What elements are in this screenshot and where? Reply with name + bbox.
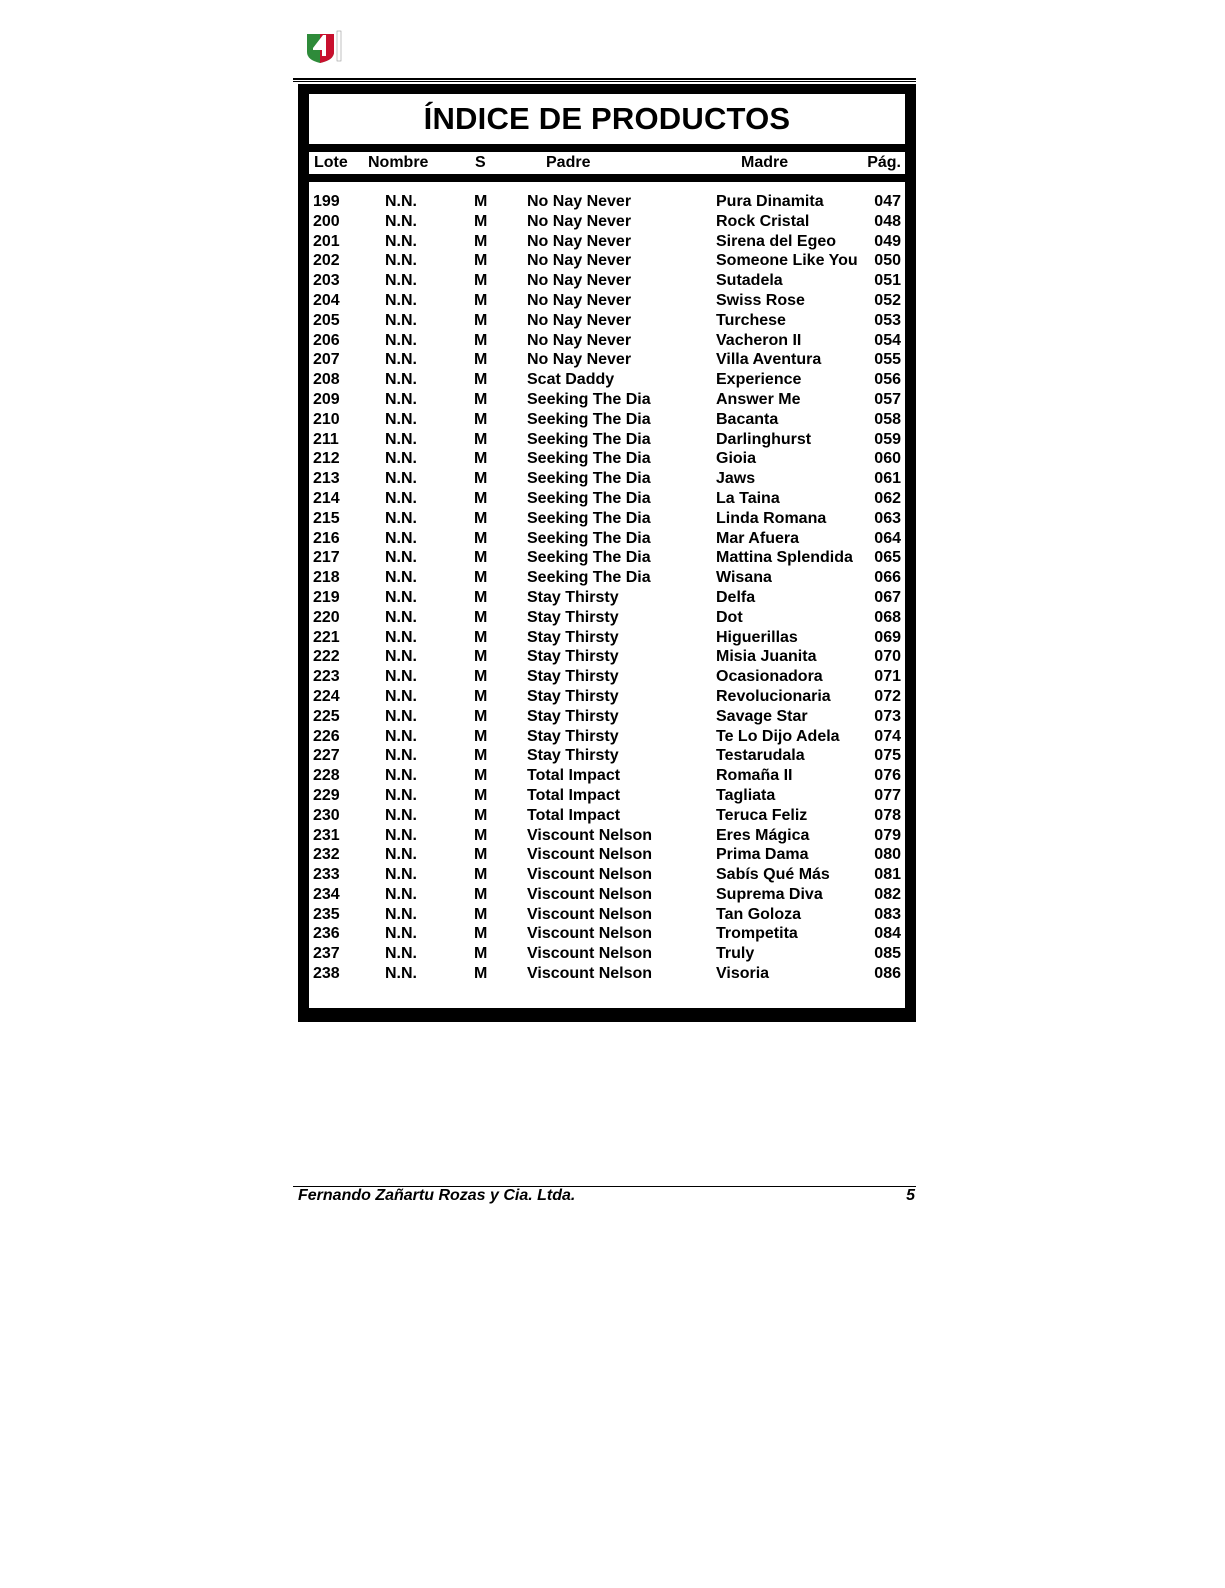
- cell-padre: Viscount Nelson: [527, 866, 653, 884]
- cell-lote: 233: [313, 866, 340, 884]
- cell-lote: 230: [313, 806, 340, 824]
- cell-lote: 226: [313, 727, 340, 745]
- table-row: [309, 608, 905, 628]
- col-padre: Padre: [546, 154, 591, 171]
- index-frame: [298, 84, 916, 1022]
- table-row: [309, 746, 905, 766]
- table-row: [309, 845, 905, 865]
- table-row: [309, 806, 905, 826]
- cell-madre: Teruca Feliz: [716, 806, 808, 824]
- cell-madre: Pura Dinamita: [716, 193, 824, 210]
- cell-s: M: [474, 786, 488, 804]
- cell-padre: Stay Thirsty: [527, 727, 619, 745]
- cell-nombre: N.N.: [385, 390, 417, 408]
- cell-pag: 078: [874, 806, 901, 824]
- cell-madre: Ocasionadora: [716, 668, 823, 686]
- table-row: [309, 192, 905, 212]
- cell-madre: Delfa: [716, 588, 756, 606]
- cell-padre: Viscount Nelson: [527, 965, 653, 983]
- cell-madre: Experience: [716, 371, 802, 389]
- cell-pag: 076: [874, 767, 901, 785]
- cell-nombre: N.N.: [385, 648, 417, 666]
- table-rows: [309, 192, 905, 984]
- cell-madre: Gioia: [716, 450, 757, 468]
- cell-s: M: [474, 925, 488, 943]
- cell-padre: No Nay Never: [527, 311, 632, 329]
- cell-lote: 199: [313, 193, 340, 210]
- table-row: [309, 410, 905, 430]
- cell-nombre: N.N.: [385, 767, 417, 785]
- col-nombre: Nombre: [368, 154, 429, 171]
- cell-nombre: N.N.: [385, 252, 417, 270]
- cell-madre: Sutadela: [716, 272, 783, 290]
- cell-lote: 232: [313, 846, 340, 864]
- table-row: [309, 489, 905, 509]
- cell-madre: Savage Star: [716, 707, 808, 725]
- cell-padre: Total Impact: [527, 786, 621, 804]
- cell-nombre: N.N.: [385, 846, 417, 864]
- cell-pag: 057: [874, 390, 901, 408]
- cell-lote: 214: [313, 489, 340, 507]
- cell-padre: Scat Daddy: [527, 371, 615, 389]
- cell-lote: 221: [313, 628, 340, 646]
- cell-nombre: N.N.: [385, 866, 417, 884]
- cell-madre: Wisana: [716, 569, 772, 587]
- cell-s: M: [474, 885, 488, 903]
- cell-nombre: N.N.: [385, 351, 417, 369]
- footer-page-number: 5: [906, 1187, 915, 1204]
- cell-nombre: N.N.: [385, 410, 417, 428]
- cell-nombre: N.N.: [385, 470, 417, 488]
- cell-pag: 072: [874, 687, 901, 705]
- cell-lote: 220: [313, 608, 340, 626]
- cell-madre: Revolucionaria: [716, 687, 831, 705]
- header-rule-bottom: [293, 81, 916, 82]
- table-row: [309, 430, 905, 450]
- cell-madre: Villa Aventura: [716, 351, 822, 369]
- cell-madre: Prima Dama: [716, 846, 809, 864]
- cell-nombre: N.N.: [385, 212, 417, 230]
- cell-padre: Stay Thirsty: [527, 707, 619, 725]
- cell-padre: No Nay Never: [527, 351, 632, 369]
- cell-s: M: [474, 193, 488, 210]
- table-row: [309, 529, 905, 549]
- cell-padre: Stay Thirsty: [527, 687, 619, 705]
- cell-padre: Stay Thirsty: [527, 628, 619, 646]
- cell-nombre: N.N.: [385, 430, 417, 448]
- cell-lote: 207: [313, 351, 340, 369]
- cell-nombre: N.N.: [385, 489, 417, 507]
- cell-lote: 210: [313, 410, 340, 428]
- cell-s: M: [474, 390, 488, 408]
- table-row: [309, 964, 905, 984]
- company-logo: [304, 28, 344, 64]
- cell-padre: Viscount Nelson: [527, 826, 653, 844]
- cell-madre: Mar Afuera: [716, 529, 799, 547]
- cell-madre: Higuerillas: [716, 628, 798, 646]
- cell-nombre: N.N.: [385, 806, 417, 824]
- table-row: [309, 331, 905, 351]
- cell-s: M: [474, 509, 488, 527]
- cell-pag: 048: [874, 212, 901, 230]
- table-row: [309, 628, 905, 648]
- cell-nombre: N.N.: [385, 509, 417, 527]
- cell-lote: 205: [313, 311, 340, 329]
- cell-s: M: [474, 549, 488, 567]
- cell-padre: Seeking The Dia: [527, 529, 651, 547]
- cell-madre: Suprema Diva: [716, 885, 823, 903]
- table-row: [309, 350, 905, 370]
- cell-padre: No Nay Never: [527, 232, 632, 250]
- cell-lote: 203: [313, 272, 340, 290]
- cell-s: M: [474, 727, 488, 745]
- cell-pag: 070: [874, 648, 901, 666]
- cell-nombre: N.N.: [385, 588, 417, 606]
- table-row: [309, 826, 905, 846]
- cell-pag: 054: [874, 331, 901, 349]
- cell-nombre: N.N.: [385, 945, 417, 963]
- cell-madre: Linda Romana: [716, 509, 827, 527]
- footer-company: Fernando Zañartu Rozas y Cia. Ltda.: [298, 1187, 576, 1204]
- table-row: [309, 469, 905, 489]
- cell-s: M: [474, 687, 488, 705]
- table-row: [309, 271, 905, 291]
- cell-s: M: [474, 232, 488, 250]
- table-row: [309, 885, 905, 905]
- cell-padre: Total Impact: [527, 767, 621, 785]
- cell-padre: No Nay Never: [527, 272, 632, 290]
- cell-pag: 073: [874, 707, 901, 725]
- cell-lote: 200: [313, 212, 340, 230]
- table-row: [309, 786, 905, 806]
- cell-nombre: N.N.: [385, 826, 417, 844]
- cell-padre: Stay Thirsty: [527, 648, 619, 666]
- table-row: [309, 548, 905, 568]
- cell-madre: Someone Like You: [716, 252, 858, 270]
- cell-lote: 206: [313, 331, 340, 349]
- cell-lote: 212: [313, 450, 340, 468]
- cell-pag: 053: [874, 311, 901, 329]
- cell-nombre: N.N.: [385, 727, 417, 745]
- cell-padre: Seeking The Dia: [527, 509, 651, 527]
- cell-s: M: [474, 272, 488, 290]
- cell-lote: 236: [313, 925, 340, 943]
- cell-pag: 068: [874, 608, 901, 626]
- cell-pag: 083: [874, 905, 901, 923]
- cell-lote: 238: [313, 965, 340, 983]
- cell-lote: 234: [313, 885, 340, 903]
- cell-s: M: [474, 529, 488, 547]
- table-row: [309, 232, 905, 252]
- cell-padre: Stay Thirsty: [527, 747, 619, 765]
- cell-pag: 081: [874, 866, 901, 884]
- table-row: [309, 905, 905, 925]
- cell-nombre: N.N.: [385, 668, 417, 686]
- cell-s: M: [474, 806, 488, 824]
- cell-padre: No Nay Never: [527, 331, 632, 349]
- cell-nombre: N.N.: [385, 549, 417, 567]
- cell-madre: Romaña II: [716, 767, 793, 785]
- cell-madre: Misia Juanita: [716, 648, 817, 666]
- cell-lote: 219: [313, 588, 340, 606]
- cell-nombre: N.N.: [385, 331, 417, 349]
- cell-s: M: [474, 608, 488, 626]
- table-row: [309, 924, 905, 944]
- cell-padre: Seeking The Dia: [527, 390, 651, 408]
- cell-pag: 062: [874, 489, 901, 507]
- cell-s: M: [474, 965, 488, 983]
- cell-lote: 209: [313, 390, 340, 408]
- cell-nombre: N.N.: [385, 311, 417, 329]
- cell-madre: Truly: [716, 945, 755, 963]
- cell-nombre: N.N.: [385, 707, 417, 725]
- table-row: [309, 766, 905, 786]
- cell-pag: 049: [874, 232, 901, 250]
- cell-madre: Te Lo Dijo Adela: [716, 727, 840, 745]
- cell-pag: 074: [874, 727, 901, 745]
- cell-padre: Stay Thirsty: [527, 588, 619, 606]
- cell-lote: 215: [313, 509, 340, 527]
- cell-pag: 066: [874, 569, 901, 587]
- table-row: [309, 212, 905, 232]
- cell-s: M: [474, 331, 488, 349]
- cell-lote: 231: [313, 826, 340, 844]
- cell-nombre: N.N.: [385, 628, 417, 646]
- cell-madre: Rock Cristal: [716, 212, 810, 230]
- cell-nombre: N.N.: [385, 529, 417, 547]
- cell-madre: Darlinghurst: [716, 430, 812, 448]
- cell-s: M: [474, 450, 488, 468]
- cell-padre: Seeking The Dia: [527, 489, 651, 507]
- table-row: [309, 251, 905, 271]
- cell-lote: 208: [313, 371, 340, 389]
- cell-madre: Visoria: [716, 965, 770, 983]
- cell-lote: 216: [313, 529, 340, 547]
- cell-pag: 069: [874, 628, 901, 646]
- cell-lote: 222: [313, 648, 340, 666]
- cell-pag: 055: [874, 351, 901, 369]
- cell-nombre: N.N.: [385, 747, 417, 765]
- cell-padre: Total Impact: [527, 806, 621, 824]
- cell-padre: Seeking The Dia: [527, 569, 651, 587]
- cell-s: M: [474, 252, 488, 270]
- cell-madre: Swiss Rose: [716, 291, 805, 309]
- cell-padre: Seeking The Dia: [527, 549, 651, 567]
- cell-nombre: N.N.: [385, 885, 417, 903]
- cell-pag: 051: [874, 272, 901, 290]
- col-madre: Madre: [741, 154, 789, 171]
- table-row: [309, 727, 905, 747]
- cell-nombre: N.N.: [385, 905, 417, 923]
- table-row: [309, 647, 905, 667]
- cell-madre: Tan Goloza: [716, 905, 802, 923]
- cell-s: M: [474, 905, 488, 923]
- cell-padre: Seeking The Dia: [527, 470, 651, 488]
- cell-padre: Stay Thirsty: [527, 608, 619, 626]
- cell-pag: 065: [874, 549, 901, 567]
- cell-s: M: [474, 866, 488, 884]
- table-row: [309, 509, 905, 529]
- cell-madre: Answer Me: [716, 390, 801, 408]
- cell-lote: 217: [313, 549, 340, 567]
- cell-s: M: [474, 767, 488, 785]
- cell-padre: Viscount Nelson: [527, 945, 653, 963]
- cell-pag: 067: [874, 588, 901, 606]
- cell-s: M: [474, 311, 488, 329]
- table-row: [309, 687, 905, 707]
- header-rule-top: [293, 78, 916, 80]
- table-row: [309, 390, 905, 410]
- cell-pag: 079: [874, 826, 901, 844]
- cell-madre: Trompetita: [716, 925, 798, 943]
- cell-padre: No Nay Never: [527, 212, 632, 230]
- cell-nombre: N.N.: [385, 450, 417, 468]
- cell-pag: 064: [874, 529, 901, 547]
- cell-padre: No Nay Never: [527, 291, 632, 309]
- cell-pag: 086: [874, 965, 901, 983]
- cell-padre: Seeking The Dia: [527, 430, 651, 448]
- cell-padre: Stay Thirsty: [527, 668, 619, 686]
- cell-s: M: [474, 707, 488, 725]
- cell-s: M: [474, 371, 488, 389]
- cell-madre: Dot: [716, 608, 743, 626]
- cell-pag: 052: [874, 291, 901, 309]
- cell-lote: 223: [313, 668, 340, 686]
- cell-madre: Sabís Qué Más: [716, 866, 830, 884]
- cell-s: M: [474, 470, 488, 488]
- cell-pag: 058: [874, 410, 901, 428]
- cell-nombre: N.N.: [385, 371, 417, 389]
- cell-pag: 075: [874, 747, 901, 765]
- cell-padre: Viscount Nelson: [527, 885, 653, 903]
- cell-pag: 060: [874, 450, 901, 468]
- cell-s: M: [474, 212, 488, 230]
- cell-lote: 202: [313, 252, 340, 270]
- cell-lote: 237: [313, 945, 340, 963]
- cell-lote: 211: [313, 430, 339, 448]
- cell-pag: 084: [874, 925, 901, 943]
- table-row: [309, 667, 905, 687]
- cell-pag: 080: [874, 846, 901, 864]
- col-lote: Lote: [314, 154, 348, 171]
- table-row: [309, 370, 905, 390]
- cell-lote: 201: [313, 232, 340, 250]
- cell-s: M: [474, 588, 488, 606]
- cell-madre: Tagliata: [716, 786, 776, 804]
- cell-lote: 224: [313, 687, 340, 705]
- cell-madre: La Taina: [716, 489, 780, 507]
- cell-s: M: [474, 628, 488, 646]
- cell-madre: Eres Mágica: [716, 826, 810, 844]
- table-body: [309, 182, 905, 1008]
- cell-pag: 059: [874, 430, 901, 448]
- cell-s: M: [474, 410, 488, 428]
- table-row: [309, 311, 905, 331]
- cell-padre: Seeking The Dia: [527, 410, 651, 428]
- cell-pag: 085: [874, 945, 901, 963]
- cell-padre: Seeking The Dia: [527, 450, 651, 468]
- cell-s: M: [474, 648, 488, 666]
- table-row: [309, 568, 905, 588]
- cell-pag: 061: [874, 470, 901, 488]
- cell-s: M: [474, 826, 488, 844]
- page-title: ÍNDICE DE PRODUCTOS: [309, 94, 905, 144]
- cell-madre: Vacheron II: [716, 331, 802, 349]
- cell-nombre: N.N.: [385, 193, 417, 210]
- cell-pag: 071: [874, 668, 901, 686]
- cell-padre: Viscount Nelson: [527, 846, 653, 864]
- cell-padre: Viscount Nelson: [527, 925, 653, 943]
- cell-s: M: [474, 291, 488, 309]
- cell-lote: 227: [313, 747, 340, 765]
- cell-s: M: [474, 351, 488, 369]
- table-row: [309, 865, 905, 885]
- cell-nombre: N.N.: [385, 291, 417, 309]
- cell-nombre: N.N.: [385, 687, 417, 705]
- col-s: S: [475, 154, 486, 171]
- cell-nombre: N.N.: [385, 965, 417, 983]
- table-row: [309, 449, 905, 469]
- cell-padre: Viscount Nelson: [527, 905, 653, 923]
- cell-lote: 204: [313, 291, 340, 309]
- cell-pag: 063: [874, 509, 901, 527]
- table-row: [309, 588, 905, 608]
- cell-nombre: N.N.: [385, 569, 417, 587]
- cell-madre: Sirena del Egeo: [716, 232, 837, 250]
- cell-pag: 047: [874, 193, 901, 210]
- cell-s: M: [474, 846, 488, 864]
- cell-pag: 050: [874, 252, 901, 270]
- cell-lote: 218: [313, 569, 340, 587]
- cell-s: M: [474, 747, 488, 765]
- cell-padre: No Nay Never: [527, 193, 632, 210]
- cell-lote: 225: [313, 707, 340, 725]
- cell-lote: 213: [313, 470, 340, 488]
- cell-lote: 229: [313, 786, 340, 804]
- cell-s: M: [474, 569, 488, 587]
- cell-pag: 056: [874, 371, 901, 389]
- cell-madre: Jaws: [716, 470, 756, 488]
- table-row: [309, 944, 905, 964]
- cell-madre: Testarudala: [716, 747, 805, 765]
- cell-pag: 077: [874, 786, 901, 804]
- cell-madre: Bacanta: [716, 410, 779, 428]
- cell-nombre: N.N.: [385, 925, 417, 943]
- table-row: [309, 291, 905, 311]
- cell-s: M: [474, 430, 488, 448]
- cell-nombre: N.N.: [385, 272, 417, 290]
- table-row: [309, 707, 905, 727]
- cell-nombre: N.N.: [385, 786, 417, 804]
- cell-s: M: [474, 668, 488, 686]
- cell-s: M: [474, 945, 488, 963]
- cell-padre: No Nay Never: [527, 252, 632, 270]
- cell-lote: 228: [313, 767, 340, 785]
- cell-pag: 082: [874, 885, 901, 903]
- table-header: [309, 152, 905, 174]
- cell-lote: 235: [313, 905, 340, 923]
- cell-madre: Turchese: [716, 311, 786, 329]
- cell-madre: Mattina Splendida: [716, 549, 853, 567]
- cell-nombre: N.N.: [385, 608, 417, 626]
- cell-nombre: N.N.: [385, 232, 417, 250]
- col-pag: Pág.: [867, 154, 901, 171]
- cell-s: M: [474, 489, 488, 507]
